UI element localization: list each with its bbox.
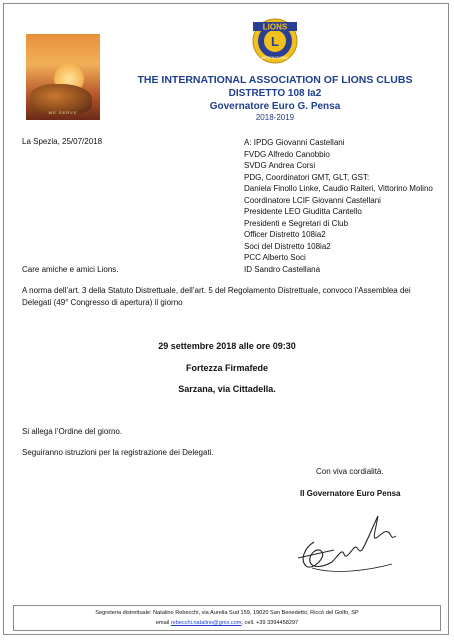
footer-email-link[interactable]: rebecchi.natalino@gmx.com (170, 620, 242, 626)
recipient: A: IPDG Giovanni Castellani (244, 138, 345, 147)
recipient: ID Sandro Castellana (244, 264, 321, 274)
body-paragraph: A norma dell’art. 3 della Statuto Distrettuale, dell’art. 5 del Regolamento Distrettuale, convoco l’Assemblea dei Delegati (49° Congresso di apertura) il giorno (22, 286, 411, 307)
greeting: Care amiche e amici Lions. (22, 265, 119, 274)
meeting-date-time: 29 settembre 2018 alle ore 09:30 (158, 341, 296, 351)
attachment-note: Si allega l’Ordine del giorno. (22, 427, 123, 436)
footer-address: Segreteria distrettuale: Natalino Rebecchi, via Aurelia Sud 159, 19020 San Benedetto, Riccò del Golfo, SP (95, 610, 359, 616)
footer-contact (14, 618, 440, 628)
recipient: SVDG Andrea Corsi (244, 161, 316, 170)
recipient: FVDG Alfredo Canobbio (244, 149, 330, 159)
district-title: DISTRETTO 108 Ia2 (228, 88, 322, 99)
recipient: PCC Alberto Soci (244, 253, 306, 262)
meeting-address: Sarzana, via Cittadella. (178, 384, 276, 394)
logo-ring-text: INTERNATIONAL (261, 56, 289, 60)
footer-box (13, 605, 441, 631)
term-years: 2018-2019 (255, 113, 295, 122)
place-date: La Spezia, 25/07/2018 (22, 137, 103, 146)
footer-email-label: email (155, 620, 170, 626)
recipient: Officer Distretto 108ia2 (244, 230, 326, 239)
lion-sunset-photo (26, 34, 100, 120)
meeting-venue: Fortezza Firmafede (185, 363, 269, 373)
logo-word: LIONS (262, 22, 288, 32)
signature-icon (292, 508, 402, 580)
photo-caption: WE SERVE (48, 110, 78, 115)
org-title: THE INTERNATIONAL ASSOCIATION OF LIONS CLUBS (137, 74, 413, 86)
governor-title: Governatore Euro G. Pensa (209, 101, 341, 112)
recipients-list (244, 137, 433, 275)
recipient: Coordinatore LCIF Giovanni Castellani (244, 195, 381, 205)
recipient: Daniela Finollo Linke, Caudio Raiteri, Vittorino Molino (244, 184, 433, 193)
recipient: Presidente LEO Giuditta Cantello (244, 207, 362, 216)
logo-letter: L (271, 34, 279, 49)
footer-phone: , cell. +39 3394458297 (241, 620, 299, 626)
followup-note: Seguiranno istruzioni per la registrazione dei Delegati. (22, 448, 214, 457)
closing-line: Con viva cordialità. (316, 467, 384, 476)
signer-name: Il Governatore Euro Pensa (300, 489, 401, 498)
recipient: Presidenti e Segretari di Club (244, 218, 349, 228)
recipient: PDG, Coordinatori GMT, GLT, GST: (244, 172, 370, 182)
recipient: Soci del Distretto 108ia2 (244, 241, 331, 251)
lions-logo-icon (251, 15, 299, 65)
